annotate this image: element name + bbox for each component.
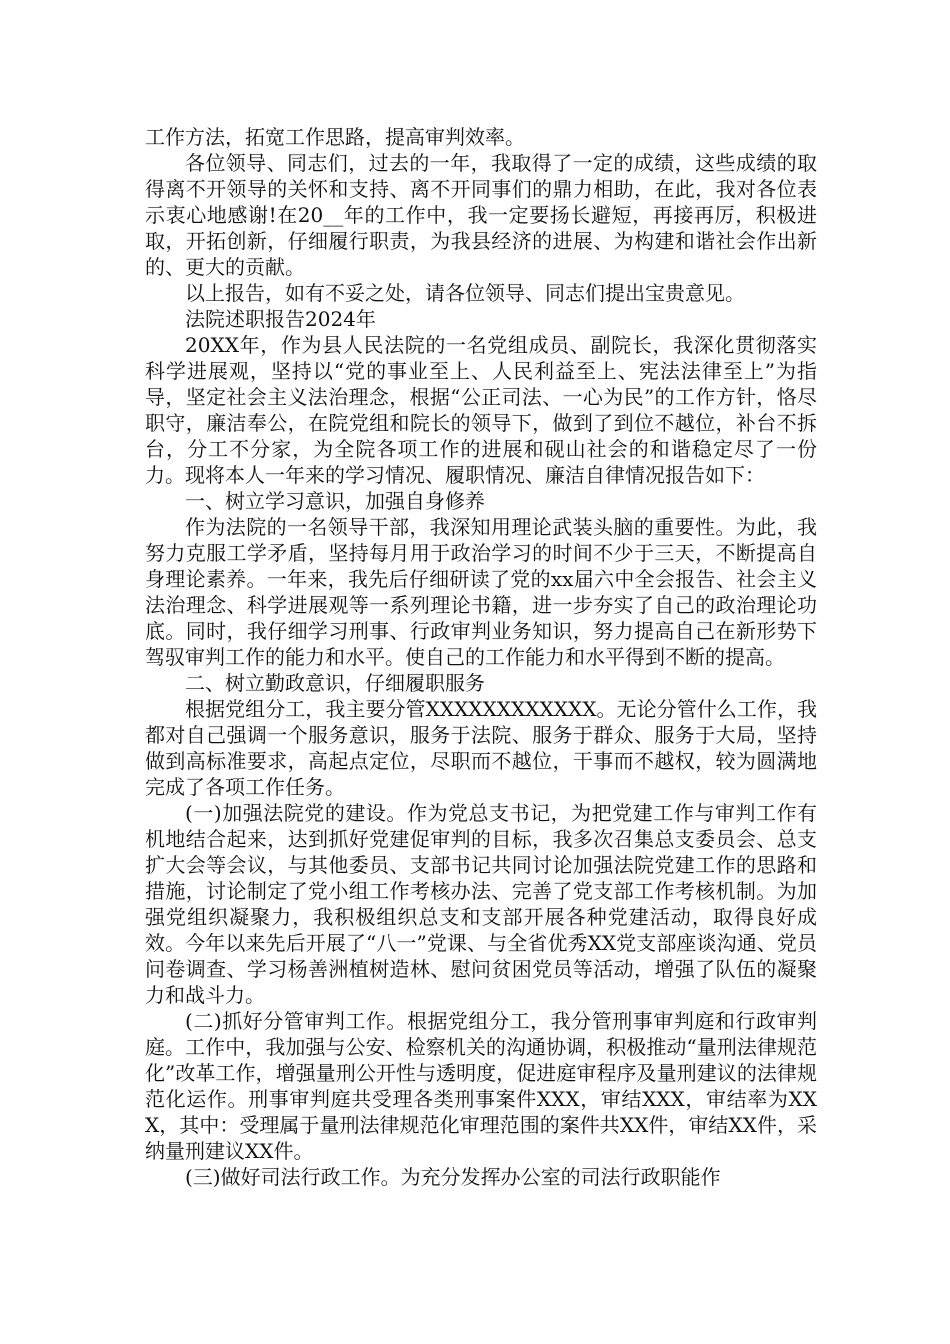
document-body bbox=[145, 124, 817, 1190]
paragraph-closing: 以上报告，如有不妥之处，请各位领导、同志们提出宝贵意见。 bbox=[185, 281, 745, 305]
paragraph-item-3: (三)做好司法行政工作。为充分发挥办公室的司法行政职能作 bbox=[185, 1165, 721, 1189]
section-heading-1: 一、树立学习意识，加强自身修养 bbox=[185, 489, 485, 513]
paragraph-item-1: (一)加强法院党的建设。作为党总支书记，为把党建工作与审判工作有机地结合起来，达到抓好党建促审判的目标，我多次召集总支委员会、总支扩大会等会议，与其他委员、支部书记共同讨论加强法院党建工作的思路和措施，讨论制定了党小组工作考核办法、完善了党支部工作考核机制。为加强党组织凝聚力，我积极组织总支和支部开展各种党建活动，取得良好成效。今年以来先后开展了“八一”党课、与全省优秀XX党支部座谈沟通、党员问卷调查、学习杨善洲植树造林、慰问贫困党员等活动，增强了队伍的凝聚力和战斗力。 bbox=[145, 801, 817, 1007]
paragraph-item-2: (二)抓好分管审判工作。根据党组分工，我分管刑事审判庭和行政审判庭。工作中，我加强与公安、检察机关的沟通协调，积极推动“量刑法律规范化”改革工作，增强量刑公开性与透明度，促进庭审程序及量刑建议的法律规范化运作。刑事审判庭共受理各类刑事案件XXX，审结XXX，审结率为XXX，其中：受理属于量刑法律规范化审理范围的案件共XX件，审结XX件，采纳量刑建议XX件。 bbox=[145, 1009, 817, 1163]
paragraph-thanks: 各位领导、同志们，过去的一年，我取得了一定的成绩，这些成绩的取得离不开领导的关怀和支持、离不开同事们的鼎力相助，在此，我对各位表示衷心地感谢!在20__年的工作中，我一定要扬长避短，再接再厉，积极进取，开拓创新，仔细履行职责，为我县经济的进展、为构建和谐社会作出新的、更大的贡献。 bbox=[145, 151, 817, 279]
paragraph-continuation: 工作方法，拓宽工作思路，提高审判效率。 bbox=[145, 125, 525, 149]
report-title: 法院述职报告2024年 bbox=[185, 307, 376, 331]
paragraph-duty: 根据党组分工，我主要分管XXXXXXXXXXXX。无论分管什么工作，我都对自己强调一个服务意识，服务于法院、服务于群众、服务于大局，坚持做到高标准要求，高起点定位，尽职而不越位，干事而不越权，较为圆满地完成了各项工作任务。 bbox=[145, 697, 817, 799]
paragraph-intro: 20XX年，作为县人民法院的一名党组成员、副院长，我深化贯彻落实科学进展观，坚持以“党的事业至上、人民利益至上、宪法法律至上”为指导，坚定社会主义法治理念，根据“公正司法、一心为民”的工作方针，恪尽职守，廉洁奉公，在院党组和院长的领导下，做到了到位不越位，补台不拆台，分工不分家，为全院各项工作的进展和砚山社会的和谐稳定尽了一份力。现将本人一年来的学习情况、履职情况、廉洁自律情况报告如下： bbox=[145, 333, 817, 487]
section-heading-2: 二、树立勤政意识，仔细履职服务 bbox=[185, 671, 485, 695]
paragraph-study: 作为法院的一名领导干部，我深知用理论武装头脑的重要性。为此，我努力克服工学矛盾，坚持每月用于政治学习的时间不少于三天，不断提高自身理论素养。一年来，我先后仔细研读了党的xx届六中全会报告、社会主义法治理念、科学进展观等一系列理论书籍，进一步夯实了自己的政治理论功底。同时，我仔细学习刑事、行政审判业务知识，努力提高自己在新形势下驾驭审判工作的能力和水平。使自己的工作能力和水平得到不断的提高。 bbox=[145, 515, 817, 669]
